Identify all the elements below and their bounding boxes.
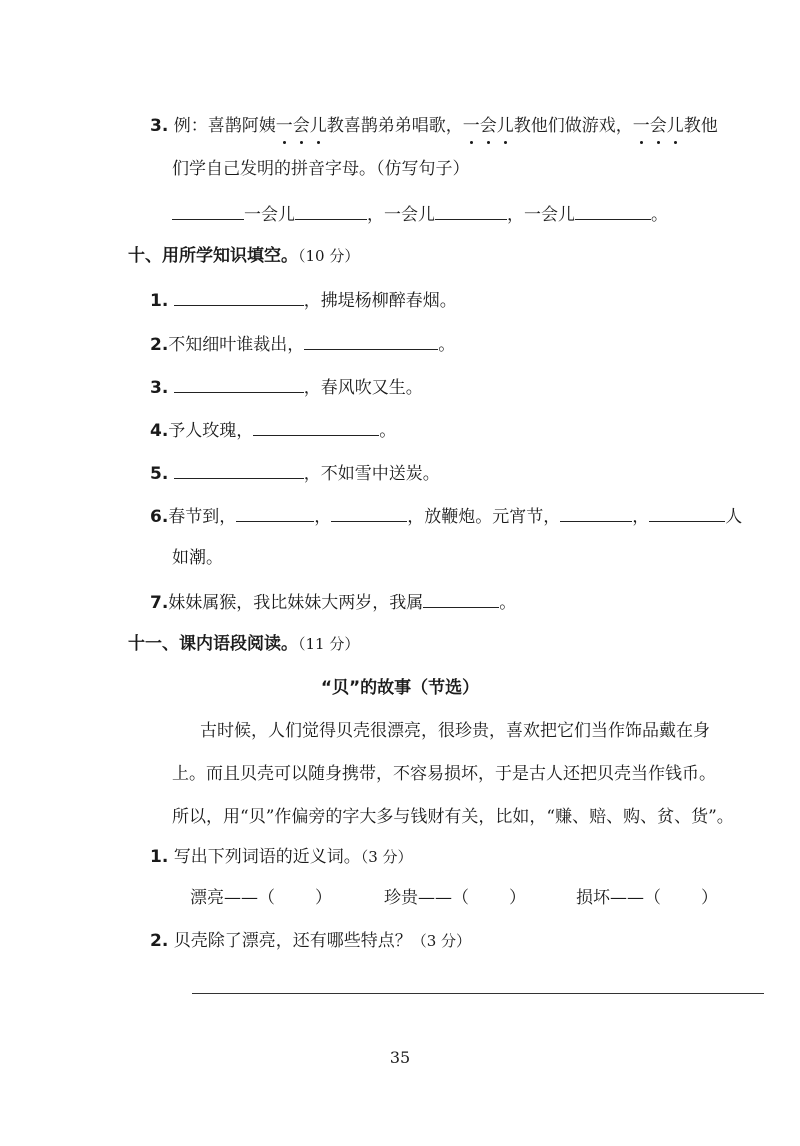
fill-text: ，一会儿: [367, 205, 435, 225]
item-text: ，放鞭炮。元宵节，: [407, 507, 561, 527]
emphasis-word: [463, 116, 514, 136]
answer-line[interactable]: [192, 993, 764, 994]
item-number: 4.: [150, 421, 169, 441]
section-title: 十、用所学知识填空。: [128, 246, 298, 266]
item-text: 。: [379, 421, 397, 441]
question-points: （3 分）: [360, 848, 413, 866]
answer-blank[interactable]: [295, 201, 367, 220]
passage-line: 所以，用“贝”作偏旁的字大多与钱财有关，比如，“赚、赔、购、贫、货”。: [172, 807, 734, 827]
answer-blank[interactable]: [174, 460, 304, 479]
q3-text-a: 例：喜鹊阿姨: [173, 116, 276, 136]
answer-blank[interactable]: [423, 589, 499, 608]
s10-item-4: [150, 417, 396, 443]
dotted-char: 一: [632, 116, 650, 136]
question-number: 2.: [150, 931, 169, 951]
dotted-char: 会: [649, 116, 667, 136]
s11-question-2: [150, 929, 471, 953]
item-text: 不知细叶谁裁出，: [168, 335, 305, 355]
page-number: 35: [389, 1048, 411, 1067]
synonym-word: 损坏——（: [576, 888, 661, 908]
passage-line: 古时候，人们觉得贝壳很漂亮，很珍贵，喜欢把它们当作饰品戴在身: [200, 721, 710, 741]
fill-text: 。: [651, 205, 668, 225]
q3-fill-line: [172, 201, 668, 227]
synonym-1: [190, 886, 332, 910]
answer-blank[interactable]: [253, 417, 379, 436]
dotted-char: 儿: [666, 116, 684, 136]
q3-text-d: 教他: [683, 116, 718, 136]
answer-blank[interactable]: [236, 503, 314, 522]
item-text: ，春风吹又生。: [303, 378, 423, 398]
passage-title: “贝”的故事（节选）: [320, 678, 480, 698]
section-points: （11 分）: [298, 635, 360, 653]
section10-heading: [128, 244, 359, 268]
item-number: 1.: [150, 291, 169, 311]
item-text: 予人玫瑰，: [168, 421, 254, 441]
q3-line1: [150, 114, 718, 138]
paren-close: ）: [315, 888, 332, 908]
s10-item-7: [150, 589, 516, 615]
answer-blank[interactable]: [304, 331, 438, 350]
item-number: 3.: [150, 378, 169, 398]
synonym-word: 珍贵——（: [384, 888, 469, 908]
synonym-2: [384, 886, 526, 910]
question-text: 贝壳除了漂亮，还有哪些特点？: [173, 931, 412, 951]
passage-line: 上。而且贝壳可以随身携带，不容易损坏，于是古人还把贝壳当作钱币。: [172, 764, 716, 784]
answer-blank[interactable]: [174, 287, 304, 306]
item-text: ，不如雪中送炭。: [303, 464, 440, 484]
emphasis-word: [633, 116, 684, 136]
item-text: 。: [438, 335, 456, 355]
emphasis-word: [276, 116, 327, 136]
item-text: 。: [499, 593, 517, 613]
dotted-char: 儿: [496, 116, 514, 136]
item-text: 妹妹属猴，我比妹妹大两岁，我属: [168, 593, 424, 613]
section-title: 十一、课内语段阅读。: [128, 634, 298, 654]
fill-text: ，一会儿: [507, 205, 575, 225]
item-text: ，: [632, 507, 650, 527]
fill-text: 一会儿: [244, 205, 295, 225]
item-text: 人: [725, 507, 743, 527]
answer-blank[interactable]: [649, 503, 725, 522]
dotted-char: 会: [292, 116, 310, 136]
s10-item-2: [150, 331, 455, 357]
item-number: 6.: [150, 507, 169, 527]
paren-close: ）: [509, 888, 526, 908]
q3-number: 3.: [150, 116, 169, 136]
q3-text-b: 教喜鹊弟弟唱歌，: [326, 116, 463, 136]
item-text: 春节到，: [168, 507, 237, 527]
answer-blank[interactable]: [331, 503, 407, 522]
item-number: 2.: [150, 335, 169, 355]
item-text: ，拂堤杨柳醉春烟。: [303, 291, 457, 311]
answer-blank[interactable]: [560, 503, 632, 522]
answer-blank[interactable]: [174, 374, 304, 393]
s11-question-1: [150, 845, 413, 869]
dotted-char: 一: [462, 116, 480, 136]
s10-item-5: [150, 460, 440, 486]
paren-close: ）: [701, 888, 718, 908]
item-text: ，: [314, 507, 332, 527]
synonym-3: [576, 886, 718, 910]
item-number: 5.: [150, 464, 169, 484]
question-number: 1.: [150, 847, 169, 867]
s10-item-6: [150, 503, 742, 529]
answer-blank[interactable]: [575, 201, 651, 220]
q3-text-c: 教他们做游戏，: [513, 116, 633, 136]
section11-heading: [128, 632, 359, 656]
s10-item-6-line2: 如潮。: [172, 548, 223, 568]
q3-line2: 们学自己发明的拼音字母。（仿写句子）: [172, 159, 470, 179]
question-points: （3 分）: [411, 932, 472, 950]
dotted-char: 一: [275, 116, 293, 136]
question-text: 写出下列词语的近义词。: [173, 847, 361, 867]
s10-item-3: [150, 374, 423, 400]
answer-blank[interactable]: [435, 201, 507, 220]
dotted-char: 儿: [309, 116, 327, 136]
answer-blank[interactable]: [172, 201, 244, 220]
s10-item-1: [150, 287, 457, 313]
section-points: （10 分）: [298, 247, 360, 265]
synonym-word: 漂亮——（: [190, 888, 275, 908]
dotted-char: 会: [479, 116, 497, 136]
item-number: 7.: [150, 593, 169, 613]
